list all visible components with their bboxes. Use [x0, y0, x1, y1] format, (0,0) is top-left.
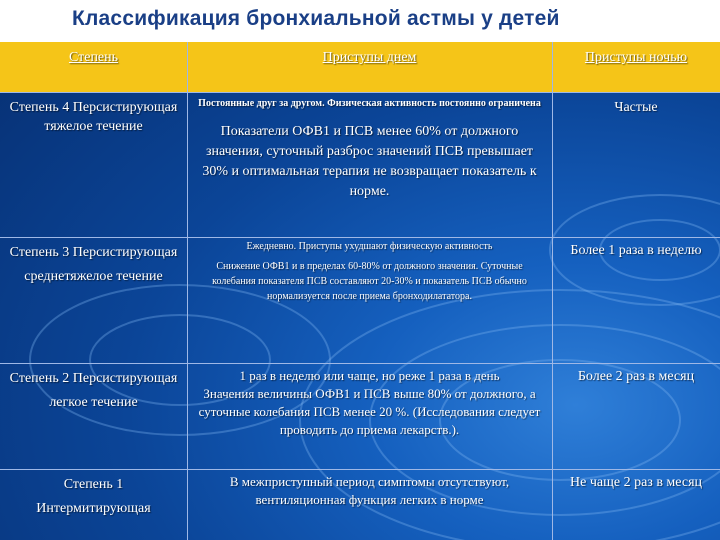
day-cell [187, 92, 552, 237]
column-divider [187, 42, 188, 540]
night-cell: Не чаще 2 раз в месяц [570, 475, 702, 490]
degree-cell: Степень 2 Персистирующая легкое течение [9, 371, 178, 410]
table-header-row [0, 42, 720, 92]
slide-title: Классификация бронхиальной астмы у детей [72, 7, 560, 30]
night-cell: Частые [614, 100, 658, 115]
row-divider [0, 469, 720, 470]
day-details: Показатели ОФВ1 и ПСВ менее 60% от должного значения, суточный разброс значений ПСВ превышает 30% и оптимальная терапия не возвращает показатель к норме. [202, 124, 537, 199]
degree-cell: Степень 4 Персистирующая тяжелое течение [9, 100, 178, 134]
title-bar [0, 0, 720, 42]
header-night-attacks: Приступы ночью [584, 50, 688, 65]
degree-cell: Степень 1 Интермитирующая [36, 477, 151, 516]
degree-cell: Степень 3 Персистирующая среднетяжелое течение [9, 245, 178, 284]
asthma-classification-table [0, 42, 720, 540]
day-cell: В межприступный период симптомы отсутствуют, вентиляционная функция легких в норме [229, 474, 510, 507]
day-cell [187, 363, 552, 469]
day-cell [187, 237, 552, 363]
day-summary: Постоянные друг за другом. Физическая активность постоянно ограничена [198, 98, 541, 109]
row-divider [0, 92, 720, 93]
day-details: Значения величины ОФВ1 и ПСВ выше 80% от должного, а суточные колебания ПСВ менее 20 %. (Исследования следует проводить до приема лекарств.). [198, 386, 541, 437]
table-row [0, 92, 720, 237]
table-row [0, 237, 720, 363]
header-day-attacks: Приступы днем [322, 50, 417, 65]
day-details: Снижение ОФВ1 и в пределах 60-80% от должного значения. Суточные колебания показателя ПСВ составляют 20-30% и показатель ПСВ обычно нормализуется после приема бронходилататора. [212, 261, 527, 302]
table-row [0, 469, 720, 540]
header-degree: Степень [68, 50, 119, 65]
night-cell: Более 2 раз в месяц [577, 369, 695, 384]
row-divider [0, 237, 720, 238]
night-cell: Более 1 раза в неделю [570, 243, 702, 258]
table-row [0, 363, 720, 469]
column-divider [552, 42, 553, 540]
day-summary: 1 раз в неделю или чаще, но реже 1 раза в день [239, 368, 500, 383]
day-summary: Ежедневно. Приступы ухудшают физическую активность [246, 241, 493, 252]
row-divider [0, 363, 720, 364]
